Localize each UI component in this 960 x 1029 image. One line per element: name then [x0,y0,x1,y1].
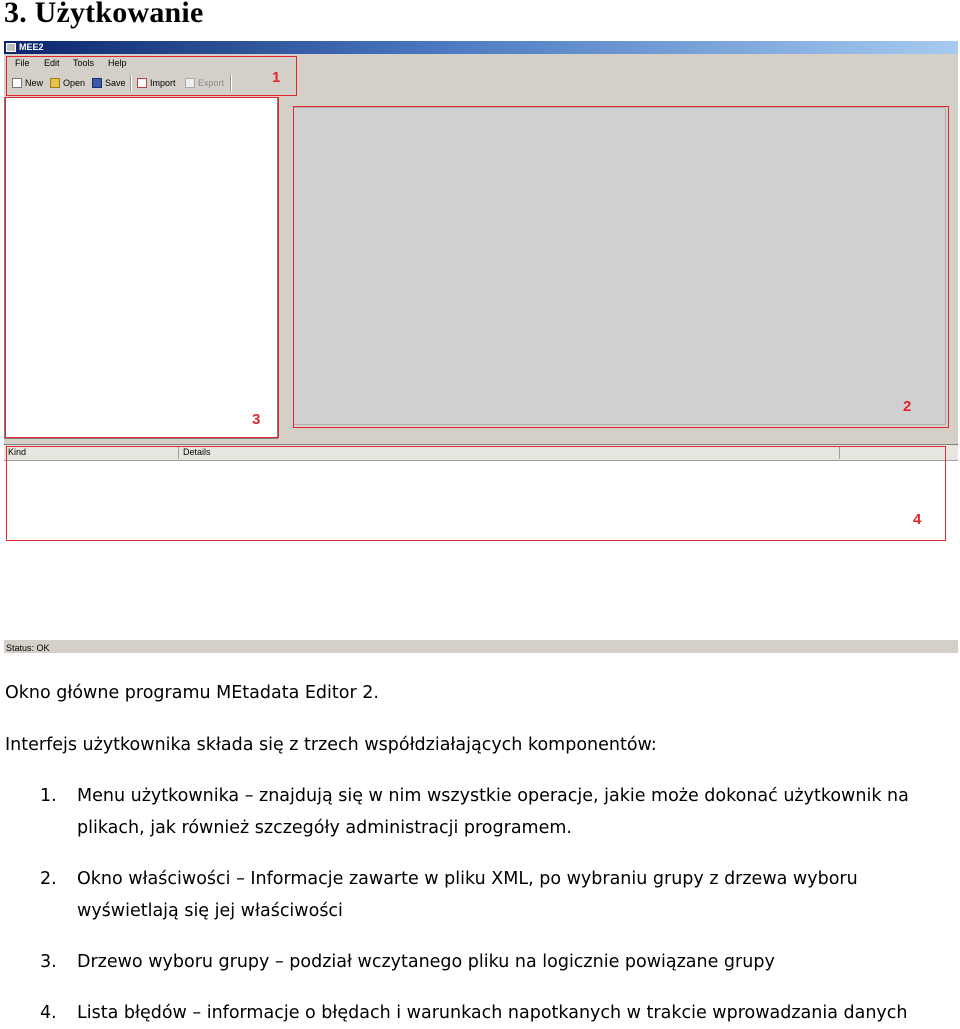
section-heading: 3. Użytkowanie [4,0,204,29]
list-item-number: 4. [40,1003,57,1023]
window-title: MEE2 [19,42,44,52]
menu-tools[interactable]: Tools [73,58,95,68]
callout-number-4: 4 [913,511,922,528]
list-item-text: Menu użytkownika – znajdują się w nim wszystkie operacje, jakie może dokonać użytkownik na plikach, jak również szczegóły administracji programem. [77,786,909,838]
status-bar [4,639,958,653]
app-icon [6,43,16,52]
status-text: Status: OK [6,643,50,653]
callout-number-3: 3 [252,411,261,428]
save-label: Save [105,78,126,88]
list-item-text: Okno właściwości – Informacje zawarte w pliku XML, po wybraniu grupy z drzewa wyboru wyświetlają się jej właściwości [77,869,858,921]
list-item-number: 1. [40,786,57,806]
new-label: New [25,78,44,88]
list-item-text: Lista błędów – informacje o błędach i warunkach napotkanych w trakcie wprowadzania danych [77,1003,908,1023]
open-label: Open [63,78,86,88]
list-item-number: 2. [40,869,57,889]
callout-number-2: 2 [903,398,912,415]
export-label: Export [198,78,225,88]
intro-paragraph: Interfejs użytkownika składa się z trzech współdziałających komponentów: [5,735,657,755]
callout-box-properties [293,106,949,428]
column-details[interactable]: Details [179,446,840,459]
callout-box-tree [5,97,279,438]
figure-caption: Okno główne programu MEtadata Editor 2. [5,683,379,703]
callout-box-error-list [6,446,946,541]
callout-number-1: 1 [272,69,281,86]
menu-edit[interactable]: Edit [44,58,60,68]
import-label: Import [150,78,176,88]
list-item-number: 3. [40,952,57,972]
callout-box-menu [6,56,297,96]
column-kind[interactable]: Kind [4,446,179,459]
menu-file[interactable]: File [15,58,30,68]
window-titlebar [4,41,958,54]
menu-help[interactable]: Help [108,58,127,68]
list-item-text: Drzewo wyboru grupy – podział wczytanego pliku na logicznie powiązane grupy [77,952,775,972]
